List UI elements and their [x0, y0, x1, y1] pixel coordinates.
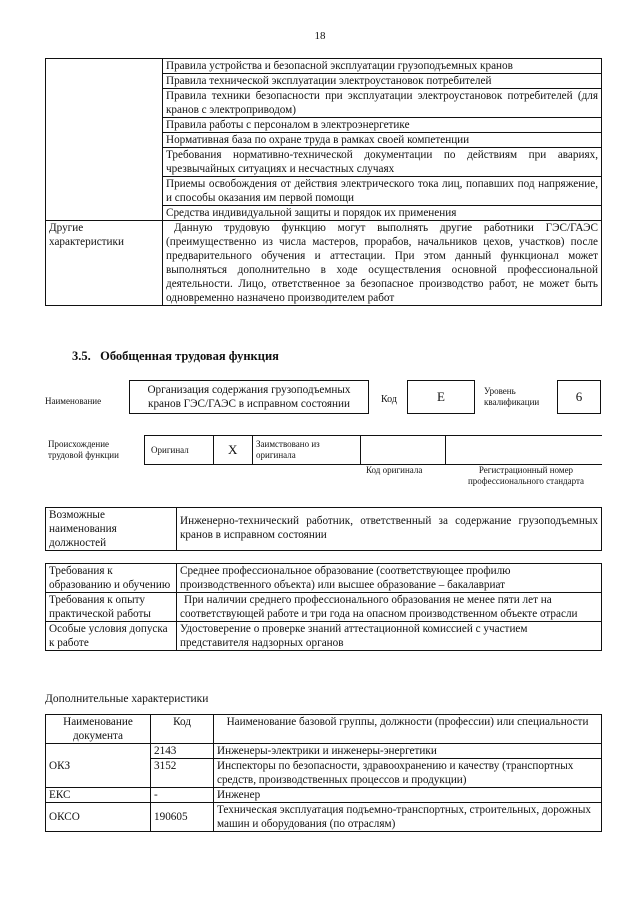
section-number: 3.5. [72, 349, 91, 363]
okso-name: Техническая эксплуатация подъемно-транспортных, строительных, дорожных машин и оборудования (по отраслям) [214, 803, 602, 832]
knowledge-table [45, 58, 602, 306]
header-document: Наименование документа [46, 715, 151, 744]
knowledge-row: Приемы освобождения от действия электрического тока лиц, попавших под напряжение, и способы оказания им первой помощи [163, 177, 602, 206]
experience-value: При наличии среднего профессионального образования не менее пяти лет на соответствующей работе и три года на опасном производственном объекте отрасли [177, 593, 602, 622]
header-name: Наименование базовой группы, должности (профессии) или специальности [214, 715, 602, 744]
other-characteristics-label: Другие характеристики [46, 221, 163, 306]
positions-table [45, 507, 602, 551]
code-label: Код [381, 394, 397, 405]
education-value: Среднее профессиональное образование (соответствующее профилю производственного объекта) или высшее образование – бакалавриат [177, 564, 602, 593]
code-original-label: Код оригинала [366, 465, 423, 475]
okz-code: 2143 [151, 744, 214, 759]
positions-label: Возможные наименования должностей [46, 508, 177, 551]
experience-label: Требования к опыту практической работы [46, 593, 177, 622]
reg-number-label: Регистрационный номер профессионального стандарта [467, 465, 585, 486]
knowledge-row: Средства индивидуальной защиты и порядок их применения [163, 206, 602, 221]
okz-label: ОКЗ [46, 744, 151, 788]
code-value-box: E [407, 380, 475, 414]
level-value-box: 6 [557, 380, 601, 414]
section-heading [72, 349, 279, 364]
level-label: Уровень квалификации [484, 386, 540, 407]
function-name-box: Организация содержания грузоподъемных кранов ГЭС/ГАЭС в исправном состоянии [129, 380, 369, 414]
okz-name: Инженеры-электрики и инженеры-энергетики [214, 744, 602, 759]
page-number: 18 [314, 30, 326, 42]
origin-row [144, 435, 602, 465]
admission-value: Удостоверение о проверке знаний аттестационной комиссией с участием представителя надзорных органов [177, 622, 602, 651]
requirements-table [45, 563, 602, 651]
original-label: Оригинал [151, 445, 189, 455]
original-mark: X [228, 442, 238, 457]
positions-value: Инженерно-технический работник, ответственный за содержание грузоподъемных кранов в исправном состоянии [177, 508, 602, 551]
header-code: Код [151, 715, 214, 744]
knowledge-row: Правила устройства и безопасной эксплуатации грузоподъемных кранов [163, 59, 602, 74]
knowledge-row: Правила технической эксплуатации электроустановок потребителей [163, 74, 602, 89]
okz-code: 3152 [151, 759, 214, 788]
admission-label: Особые условия допуска к работе [46, 622, 177, 651]
borrowed-label: Заимствовано из оригинала [256, 439, 320, 460]
knowledge-row: Правила техники безопасности при эксплуатации электроустановок потребителей (для кранов с электроприводом) [163, 89, 602, 118]
knowledge-row: Правила работы с персоналом в электроэнергетике [163, 118, 602, 133]
education-label: Требования к образованию и обучению [46, 564, 177, 593]
okso-code: 190605 [151, 803, 214, 832]
other-characteristics-text: Данную трудовую функцию могут выполнять другие работники ГЭС/ГАЭС (преимущественно из числа мастеров, прорабов, начальников цехов, участков) после предварительного обучения и аттестации. При этом данный функционал может выполняться дополнительно в ходе осуществления основной профессиональной деятельности. Лицо, ответственное за безопасное производство работ, не может быть одновременно назначено производителем работ [163, 221, 602, 306]
eks-code: - [151, 788, 214, 803]
knowledge-row: Нормативная база по охране труда в рамках своей компетенции [163, 133, 602, 148]
section-title: Обобщенная трудовая функция [100, 349, 279, 363]
classifier-table [45, 714, 602, 832]
eks-label: ЕКС [46, 788, 151, 803]
extra-title: Дополнительные характеристики [45, 693, 209, 705]
eks-name: Инженер [214, 788, 602, 803]
okz-name: Инспекторы по безопасности, здравоохранению и качеству (транспортных средств, производственных процессов и продукции) [214, 759, 602, 788]
okso-label: ОКСО [46, 803, 151, 832]
origin-label: Происхождение трудовой функции [48, 439, 119, 460]
knowledge-row: Требования нормативно-технической документации по действиям при авариях, чрезвычайных ситуациях и несчастных случаях [163, 148, 602, 177]
name-label: Наименование [45, 396, 102, 406]
